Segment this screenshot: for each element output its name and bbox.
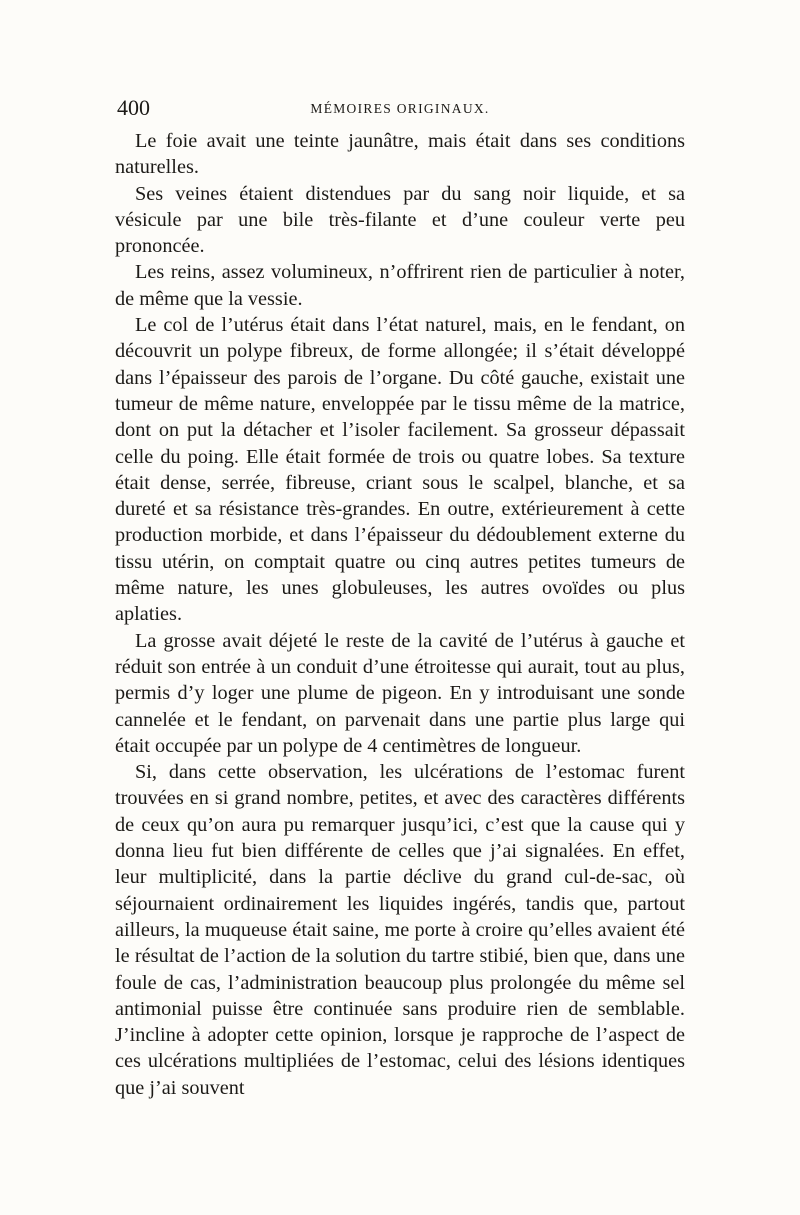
paragraph-observation: Si, dans cette observation, les ulcérations de l’estomac furent trouvées en si grand nombre, petites, et avec des caractères différents de ceux qu’on aura pu remarquer jusqu’ici, c’est que la cause qui y donna lieu fut bien différente de celles que j’ai signalées. En effet, leur multiplicité, dans la partie déclive du grand cul-de-sac, où séjournaient ordinairement les liquides ingérés, tandis que, partout ailleurs, la muqueuse était saine, me porte à croire qu’elles avaient été le résultat de l’action de la solution du tartre stibié, bien que, dans une foule de cas, l’administration beaucoup plus prolongée du même sel antimonial puisse être continuée sans produire rien de semblable. J’incline à adopter cette opinion, lorsque je rapproche de l’aspect de ces ulcérations multipliées de l’estomac, celui des lésions identiques que j’ai souvent	[115, 761, 685, 1099]
paragraph-tumor: La grosse avait déjeté le reste de la cavité de l’utérus à gauche et réduit son entrée à un conduit d’une étroitesse qui aurait, tout au plus, permis d’y loger une plume de pigeon. En y introduisant une sonde cannelée et le fendant, on parvenait dans une partie plus large qui était occupée par un polype de 4 centimètres de longueur.	[115, 629, 685, 757]
paragraph-kidneys: Les reins, assez volumineux, n’offrirent rien de particulier à noter, de même que la vessie.	[115, 261, 685, 310]
running-title: MÉMOIRES ORIGINAUX.	[310, 101, 490, 116]
paragraph-uterus: Le col de l’utérus était dans l’état naturel, mais, en le fendant, on découvrit un polype fibreux, de forme allongée; il s’était développé dans l’épaisseur des parois de l’organe. Du côté gauche, existait une tumeur de même nature, enveloppée par le tissu même de la matrice, dont on put la détacher et l’isoler facilement. Sa grosseur dépassait celle du poing. Elle était formée de trois ou quatre lobes. Sa texture était dense, serrée, fibreuse, criant sous le scalpel, blanche, et sa dureté et sa résistance très-grandes. En outre, extérieurement à cette production morbide, et dans l’épaisseur du dédoublement externe du tissu utérin, on comptait quatre ou cinq autres petites tumeurs de même nature, les unes globuleuses, les autres ovoïdes ou plus aplaties.	[115, 314, 685, 626]
page-number: 400	[117, 95, 150, 120]
paragraph-liver: Le foie avait une teinte jaunâtre, mais était dans ses conditions naturelles.	[115, 130, 685, 179]
paragraph-veins: Ses veines étaient distendues par du sang noir liquide, et sa vésicule par une bile très-filante et d’une couleur verte peu prononcée.	[115, 182, 685, 258]
body-text	[115, 128, 685, 1101]
running-head	[115, 92, 685, 124]
